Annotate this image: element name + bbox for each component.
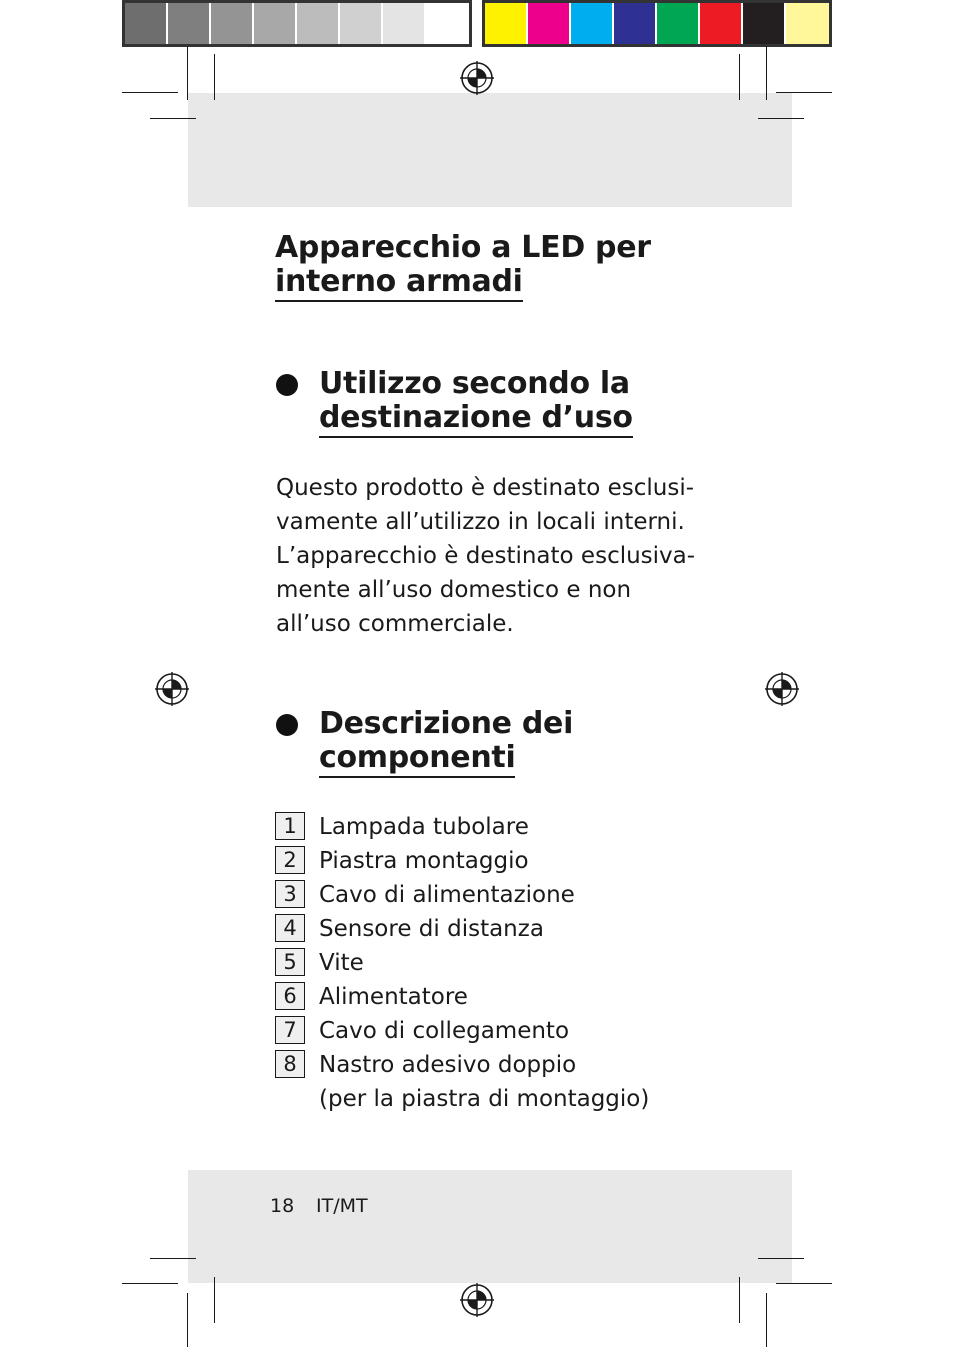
crop-mark (739, 1277, 740, 1323)
section-bullet-icon (276, 374, 298, 396)
crop-mark (776, 92, 832, 93)
item-number-box: 2 (275, 846, 305, 874)
color-swatch (614, 3, 657, 44)
section-title-line-2: destinazione d’uso (319, 401, 633, 438)
crop-mark (187, 1293, 188, 1347)
paragraph-line: L’apparecchio è destinato esclusiva- (276, 543, 696, 569)
section-title-components (319, 707, 573, 778)
section-title-intended-use (319, 367, 633, 438)
gray-swatch (168, 3, 211, 44)
item-number-box: 6 (275, 982, 305, 1010)
color-calibration-bar (482, 0, 832, 47)
section-title-line-2: componenti (319, 741, 515, 778)
crop-mark (776, 1283, 832, 1284)
item-label: Alimentatore (319, 984, 468, 1010)
item-number-box: 4 (275, 914, 305, 942)
gray-swatch (125, 3, 168, 44)
gray-swatch (254, 3, 297, 44)
item-number-box: 3 (275, 880, 305, 908)
item-number-box: 1 (275, 812, 305, 840)
crop-mark (214, 54, 215, 100)
registration-mark-icon (764, 671, 800, 707)
crop-mark (122, 92, 178, 93)
section-title-line-1: Utilizzo secondo la (319, 366, 630, 401)
paragraph-line: Questo prodotto è destinato esclusi- (276, 475, 695, 501)
crop-mark (739, 54, 740, 100)
color-swatch (700, 3, 743, 44)
crop-mark (766, 46, 767, 100)
crop-mark (187, 46, 188, 100)
item-label: Cavo di collegamento (319, 1018, 570, 1044)
item-label: Vite (319, 950, 364, 976)
item-number-box: 5 (275, 948, 305, 976)
gray-calibration-bar (122, 0, 472, 47)
page-title-line-1: Apparecchio a LED per (275, 230, 651, 265)
gray-swatch (426, 3, 469, 44)
section-bullet-icon (276, 714, 298, 736)
crop-mark (150, 1258, 196, 1259)
item-label: Sensore di distanza (319, 916, 544, 942)
registration-mark-icon (154, 671, 190, 707)
paragraph-line: vamente all’utilizzo in locali interni. (276, 509, 685, 535)
crop-mark (122, 1283, 178, 1284)
item-number-box: 7 (275, 1016, 305, 1044)
crop-mark (214, 1277, 215, 1323)
color-swatch (743, 3, 786, 44)
item-label-continuation: (per la piastra di montaggio) (319, 1086, 650, 1112)
registration-mark-icon (459, 1282, 495, 1318)
crop-mark (758, 118, 804, 119)
paragraph-line: mente all’uso domestico e non (276, 577, 632, 603)
item-label: Piastra montaggio (319, 848, 529, 874)
intended-use-paragraph (276, 471, 696, 641)
page-title (275, 231, 651, 302)
page-title-line-2: interno armadi (275, 265, 523, 302)
gray-swatch (297, 3, 340, 44)
footer-gray-band (188, 1170, 792, 1283)
paragraph-line: all’uso commerciale. (276, 611, 514, 637)
crop-mark (758, 1258, 804, 1259)
crop-mark (766, 1293, 767, 1347)
color-swatch (528, 3, 571, 44)
item-number-box: 8 (275, 1050, 305, 1078)
color-swatch (786, 3, 829, 44)
header-gray-band (188, 93, 792, 207)
item-label: Nastro adesivo doppio (319, 1052, 577, 1078)
color-swatch (485, 3, 528, 44)
gray-swatch (383, 3, 426, 44)
gray-swatch (211, 3, 254, 44)
registration-mark-icon (459, 60, 495, 96)
color-swatch (571, 3, 614, 44)
language-code: IT/MT (316, 1195, 368, 1217)
section-title-line-1: Descrizione dei (319, 706, 574, 741)
gray-swatch (340, 3, 383, 44)
item-label: Cavo di alimentazione (319, 882, 575, 908)
crop-mark (150, 118, 196, 119)
item-label: Lampada tubolare (319, 814, 529, 840)
color-swatch (657, 3, 700, 44)
page-number: 18 (270, 1195, 295, 1217)
